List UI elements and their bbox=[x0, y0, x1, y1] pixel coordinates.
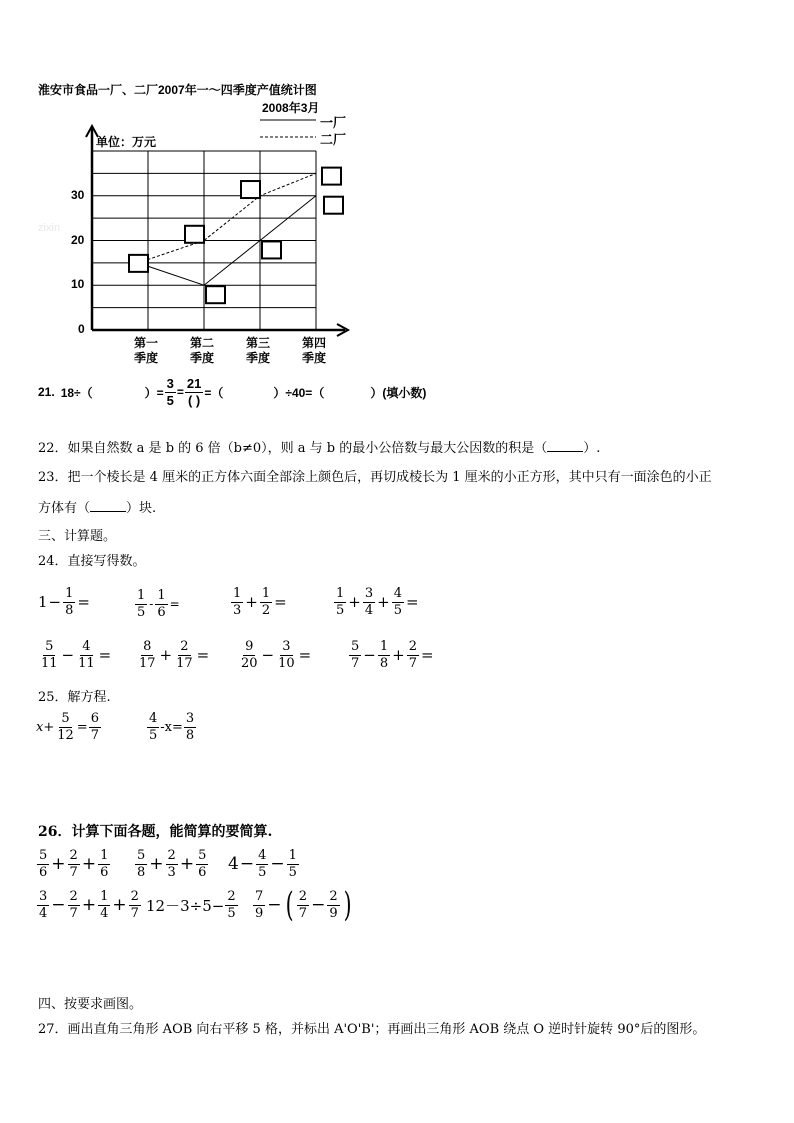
chart-watermark: zixin bbox=[38, 222, 61, 234]
q24-expr-5: $\frac{5}{11}$ − $\frac{4}{11}$ = bbox=[41, 639, 112, 671]
q21-eq: = bbox=[176, 385, 184, 400]
section-3-heading: 三、计算题。 bbox=[38, 529, 117, 544]
q23-blank[interactable] bbox=[90, 511, 126, 512]
question-26-title: 26．计算下面各题，能简算的要简算. bbox=[38, 824, 273, 840]
question-23-line-2 bbox=[38, 497, 156, 516]
legend-label-1: 一厂 bbox=[320, 115, 347, 130]
q26-expr-1: $\frac{5}{6}$ + $\frac{2}{7}$ + $\frac{1}{6}$ bbox=[39, 848, 109, 880]
q21-text-d: ）÷40=（ bbox=[273, 385, 325, 400]
answer-box bbox=[206, 286, 225, 303]
q26-expr-2: $\frac{5}{8}$ + $\frac{2}{3}$ + $\frac{5}{6}$ bbox=[137, 848, 207, 880]
y-tick-label: 20 bbox=[71, 232, 85, 247]
x-category-label: 第二 bbox=[190, 336, 215, 350]
x-category-label: 第一 bbox=[134, 336, 159, 350]
q21-text-b: ）= bbox=[144, 385, 164, 400]
answer-box bbox=[262, 241, 281, 258]
chart-title: 淮安市食品一厂、二厂2007年一～四季度产值统计图 bbox=[38, 83, 317, 97]
q24-expr-8: $\frac{5}{7}$ − $\frac{1}{8}$ + $\frac{2}{7}$ = bbox=[351, 639, 434, 671]
question-23-line-1: 23．把一个棱长是 4 厘米的正方体六面全部涂上颜色后，再切成棱长为 1 厘米的小正方形，其中只有一面涂色的小正 bbox=[38, 470, 712, 485]
q26-expr-5: 12－3÷5− $\frac{2}{5}$ bbox=[146, 889, 236, 921]
q24-expr-1: 1 − $\frac{1}{8}$ = bbox=[38, 586, 90, 618]
answer-box bbox=[322, 168, 341, 185]
x-category-label: 季度 bbox=[302, 351, 327, 365]
q24-expr-6: $\frac{8}{17}$ + $\frac{2}{17}$ = bbox=[139, 639, 210, 671]
q23-text: 方体有（ bbox=[38, 501, 91, 516]
q21-number: 21. bbox=[38, 385, 55, 400]
q24-expr-4: $\frac{1}{5}$ + $\frac{3}{4}$ + $\frac{4}{5}$ = bbox=[336, 586, 419, 618]
question-25-title: 25．解方程. bbox=[38, 690, 111, 705]
q25-equation-1: x+ $\frac{5}{12}$ = $\frac{6}{7}$ bbox=[36, 711, 99, 743]
q22-blank[interactable] bbox=[547, 451, 583, 452]
x-category-label: 第三 bbox=[246, 336, 271, 350]
y-tick-label: 30 bbox=[71, 187, 85, 202]
y-tick-label: 10 bbox=[71, 277, 85, 292]
y-tick-label: 0 bbox=[78, 322, 85, 336]
section-4-heading: 四、按要求画图。 bbox=[38, 997, 143, 1012]
q22-end: ）. bbox=[583, 441, 601, 456]
answer-box bbox=[129, 255, 148, 272]
q24-expr-7: $\frac{9}{20}$ − $\frac{3}{10}$ = bbox=[241, 639, 312, 671]
legend-label-2: 二厂 bbox=[320, 132, 347, 147]
question-21 bbox=[38, 377, 426, 407]
q26-expr-4: $\frac{3}{4}$ − $\frac{2}{7}$ + $\frac{1}{4}$ + $\frac{2}{7}$ bbox=[39, 889, 139, 921]
q25-equation-2: $\frac{4}{5}$ -x= $\frac{3}{8}$ bbox=[149, 711, 195, 743]
q21-text-c: =（ bbox=[204, 385, 224, 400]
x-category-label: 季度 bbox=[190, 351, 215, 365]
x-category-label: 第四 bbox=[302, 336, 327, 350]
question-22 bbox=[38, 437, 600, 456]
x-category-label: 季度 bbox=[134, 351, 159, 365]
q21-fraction-1: $\frac{3}{5}$ bbox=[166, 376, 174, 408]
answer-box bbox=[241, 181, 260, 198]
chart-unit: 单位：万元 bbox=[96, 135, 157, 149]
q26-expr-6: $\frac{7}{9}$ − ( $\frac{2}{7}$ − $\frac{2}{9}$ ) bbox=[255, 885, 352, 925]
q21-fraction-2[interactable]: $\frac{21}{( )}$ bbox=[186, 376, 202, 408]
q24-expr-2: $\frac{1}{5}$ - $\frac{1}{6}$ = bbox=[137, 588, 180, 620]
q23-end: ）块. bbox=[126, 501, 157, 516]
q26-expr-3: 4 − $\frac{4}{5}$ − $\frac{1}{5}$ bbox=[228, 848, 297, 880]
question-24-title: 24．直接写得数。 bbox=[38, 554, 146, 569]
q21-text-e: ）(填小数) bbox=[370, 385, 427, 400]
q24-expr-3: $\frac{1}{3}$ + $\frac{1}{2}$ = bbox=[233, 586, 287, 618]
line-chart bbox=[0, 0, 794, 380]
answer-box bbox=[324, 197, 343, 214]
x-category-label: 季度 bbox=[246, 351, 271, 365]
answer-box bbox=[185, 226, 204, 243]
q22-text: 22．如果自然数 a 是 b 的 6 倍（b≠0），则 a 与 b 的最小公倍数与最大公因数的积是（ bbox=[38, 441, 548, 456]
chart-date: 2008年3月 bbox=[262, 101, 320, 115]
question-27: 27．画出直角三角形 AOB 向右平移 5 格，并标出 A'O'B'；再画出三角形 AOB 绕点 O 逆时针旋转 90°后的图形。 bbox=[38, 1022, 706, 1037]
q21-text-a: 18÷（ bbox=[60, 385, 93, 400]
